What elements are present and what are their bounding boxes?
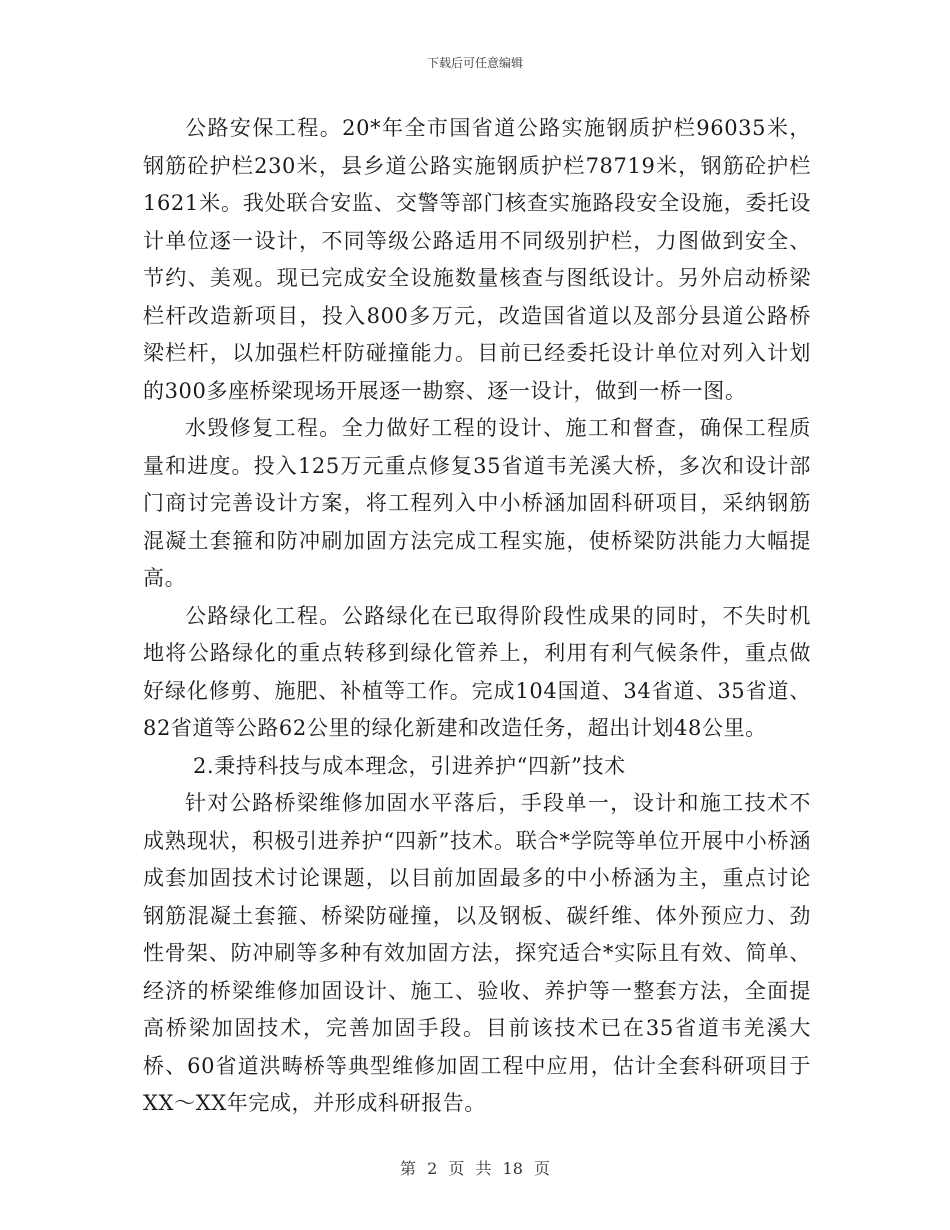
paragraph-flood-repair: 水毁修复工程。全力做好工程的设计、施工和督查，确保工程质量和进度。投入125万元重点修复35省道韦羌溪大桥，多次和设计部门商讨完善设计方案，将工程列入中小桥涵加固科研项目，采纳钢筋混凝土套箍和防冲刷加固方法完成工程实施，使桥梁防洪能力大幅提高。 — [143, 416, 811, 590]
document-body — [143, 110, 811, 1123]
header-note: 下载后可任意编辑 — [426, 56, 523, 70]
paragraph-road-safety: 公路安保工程。20*年全市国省道公路实施钢质护栏96035米，钢筋砼护栏230米，县乡道公路实施钢质护栏78719米，钢筋砼护栏1621米。我处联合安监、交警等部门核查实施路段安全设施，委托设计单位逐一设计，不同等级公路适用不同级别护栏，力图做到安全、节约、美观。现已完成安全设施数量核查与图纸设计。另外启动桥梁栏杆改造新项目，投入800多万元，改造国省道以及部分县道公路桥梁栏杆，以加强栏杆防碰撞能力。目前已经委托设计单位对列入计划的300多座桥梁现场开展逐一勘察、逐一设计，做到一桥一图。 — [143, 116, 811, 403]
page-footer: 第 2 页 共 18 页 — [400, 1159, 550, 1178]
section-heading: 2.秉持科技与成本理念，引进养护“四新”技术 — [193, 753, 626, 778]
paragraph-greening: 公路绿化工程。公路绿化在已取得阶段性成果的同时，不失时机地将公路绿化的重点转移到绿化管养上，利用有利气候条件，重点做好绿化修剪、施肥、补植等工作。完成104国道、34省道、35省道、82省道等公路62公里的绿化新建和改造任务，超出计划48公里。 — [143, 603, 811, 740]
paragraph-technology: 针对公路桥梁维修加固水平落后，手段单一，设计和施工技术不成熟现状，积极引进养护“四新”技术。联合*学院等单位开展中小桥涵成套加固技术讨论课题，以目前加固最多的中小桥涵为主，重点讨论钢筋混凝土套箍、桥梁防碰撞，以及钢板、碳纤维、体外预应力、劲性骨架、防冲刷等多种有效加固方法，探究适合*实际且有效、简单、经济的桥梁维修加固设计、施工、验收、养护等一整套方法，全面提高桥梁加固技术，完善加固手段。目前该技术已在35省道韦羌溪大桥、60省道洪畴桥等典型维修加固工程中应用，估计全套科研项目于XX～XX年完成，并形成科研报告。 — [143, 791, 811, 1115]
